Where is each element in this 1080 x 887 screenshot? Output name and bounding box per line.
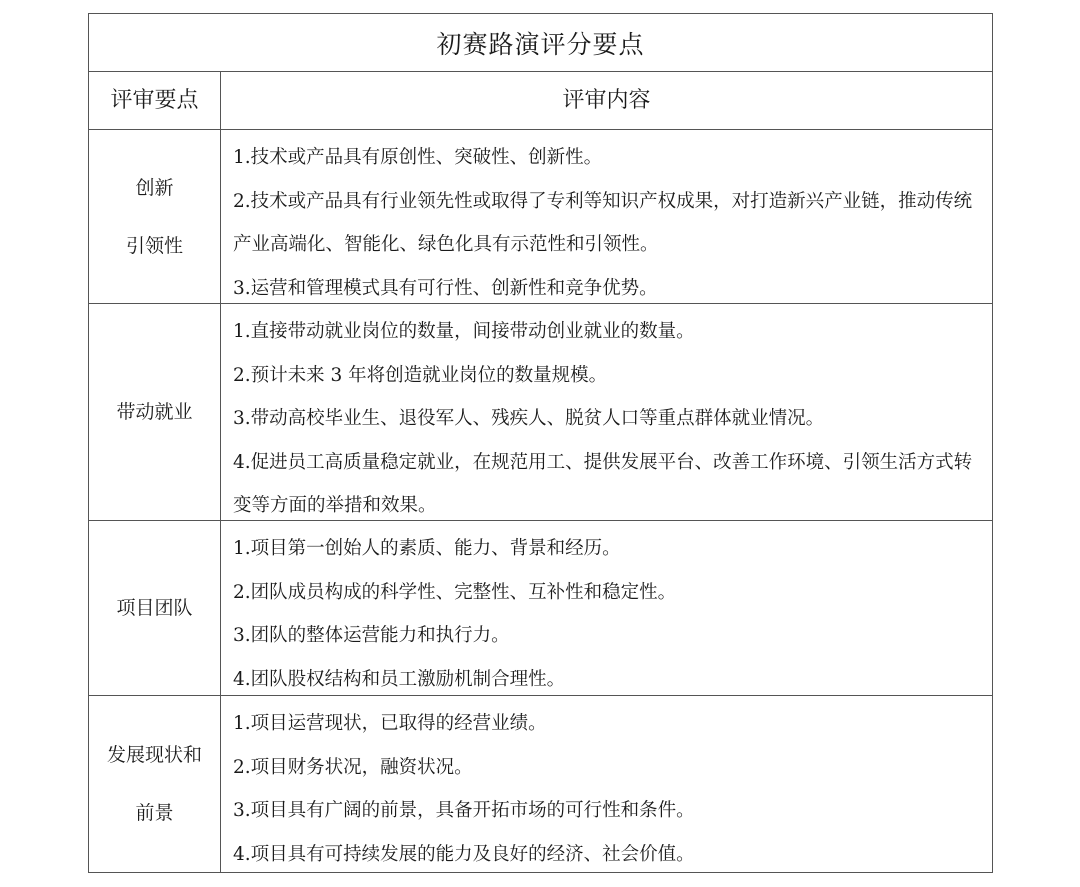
- content-item: 2.预计未来 3 年将创造就业岗位的数量规模。: [233, 364, 608, 386]
- content-cell: [221, 304, 992, 520]
- content-cell: [221, 696, 992, 872]
- header-row: [89, 72, 992, 130]
- content-item: 3.运营和管理模式具有可行性、创新性和竞争优势。: [233, 277, 658, 299]
- criteria-label-line: 项目团队: [116, 597, 193, 619]
- criteria-label-line: 发展现状和: [106, 744, 202, 766]
- table-row: [89, 304, 992, 521]
- content-item: 1.技术或产品具有原创性、突破性、创新性。: [233, 147, 603, 168]
- content-item: 4.团队股权结构和员工激励机制合理性。: [233, 668, 566, 690]
- criteria-cell: [89, 696, 221, 872]
- criteria-label-line: 引领性: [125, 234, 183, 257]
- content-item: 4.促进员工高质量稳定就业，在规范用工、提供发展平台、改善工作环境、引领生活方式转变等方面的举措和效果。: [233, 451, 973, 516]
- criteria-label-line: 前景: [135, 802, 174, 824]
- content-item: 3.团队的整体运营能力和执行力。: [233, 625, 510, 646]
- content-item: 2.团队成员构成的科学性、完整性、互补性和稳定性。: [233, 581, 677, 603]
- scoring-table: [88, 13, 993, 873]
- criteria-label-line: 创新: [135, 176, 174, 199]
- header-criteria: 评审要点: [89, 72, 221, 129]
- content-item: 2.技术或产品具有行业领先性或取得了专利等知识产权成果，对打造新兴产业链，推动传统产业高端化、智能化、绿色化具有示范性和引领性。: [233, 190, 973, 255]
- header-content: 评审内容: [562, 87, 651, 113]
- content-cell: [221, 521, 992, 695]
- content-cell: [221, 130, 992, 303]
- content-item: 3.带动高校毕业生、退役军人、残疾人、脱贫人口等重点群体就业情况。: [233, 408, 825, 429]
- content-item: 1.项目第一创始人的素质、能力、背景和经历。: [233, 538, 621, 559]
- table-row: [89, 696, 992, 872]
- content-item: 1.直接带动就业岗位的数量，间接带动创业就业的数量。: [233, 321, 695, 342]
- content-item: 2.项目财务状况，融资状况。: [233, 756, 473, 778]
- table-title: 初赛路演评分要点: [89, 14, 992, 72]
- content-item: 3.项目具有广阔的前景，具备开拓市场的可行性和条件。: [233, 800, 695, 821]
- criteria-label-line: 带动就业: [116, 401, 193, 423]
- criteria-cell: [89, 304, 221, 520]
- content-item: 4.项目具有可持续发展的能力及良好的经济、社会价值。: [233, 843, 695, 865]
- table-row: [89, 521, 992, 696]
- table-row: [89, 130, 992, 304]
- content-item: 1.项目运营现状，已取得的经营业绩。: [233, 713, 547, 734]
- criteria-cell: [89, 130, 221, 303]
- criteria-cell: [89, 521, 221, 695]
